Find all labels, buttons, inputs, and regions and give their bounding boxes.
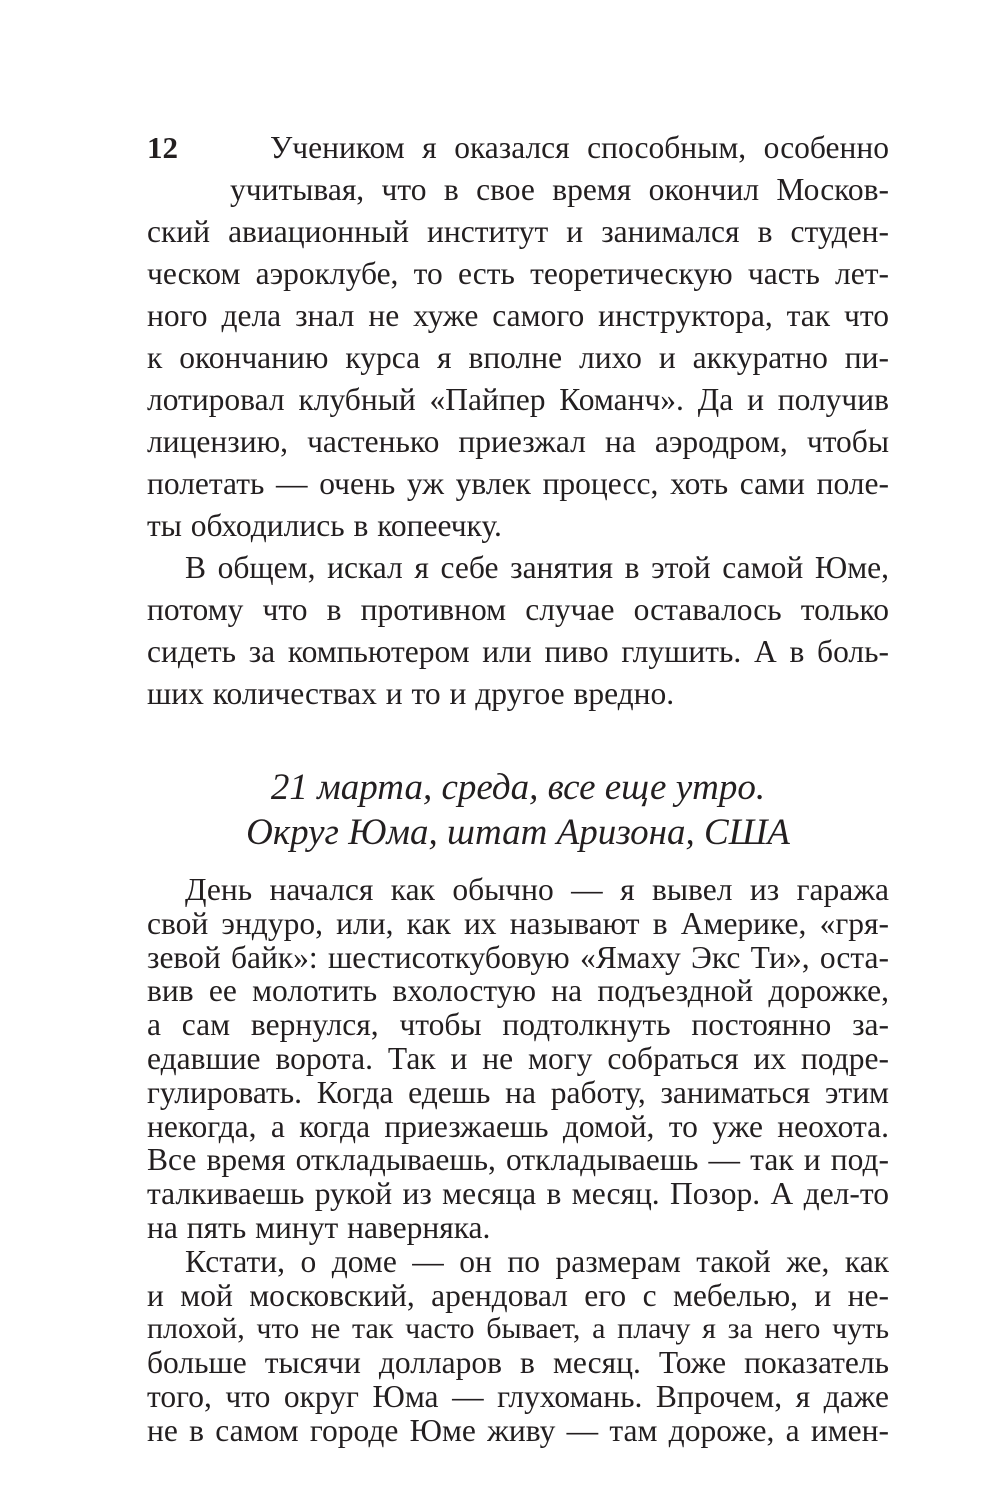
text-line: свой эндуро, или, как их называют в Америке, «гря- xyxy=(147,905,889,941)
section-heading-place: Округ Юма, штат Аризона, США xyxy=(246,812,790,853)
text-line: не в самом городе Юме живу — там дороже, а имен- xyxy=(147,1412,889,1448)
text-line: на пять минут наверняка. xyxy=(147,1210,491,1245)
text-line: Кстати, о доме — он по размерам такой же, как xyxy=(185,1243,889,1279)
text-line: ших количествах и то и другое вредно. xyxy=(147,676,675,711)
text-line: сидеть за компьютером или пиво глушить. А в боль- xyxy=(147,634,889,669)
text-line: и мой московский, арендовал его с мебелью, и не- xyxy=(147,1277,889,1313)
text-line: Учеником я оказался способным, особенно xyxy=(270,130,889,165)
text-line: День начался как обычно — я вывел из гаража xyxy=(185,872,889,907)
text-line: вив ее молотить вхолостую на подъездной дорожке, xyxy=(147,973,889,1009)
text-line: В общем, искал я себе занятия в этой самой Юме, xyxy=(185,550,889,585)
text-line: учитывая, что в свое время окончил Москов- xyxy=(230,172,889,207)
text-line: лотировал клубный «Пайпер Команч». Да и получив xyxy=(147,382,889,417)
text-line: ский авиационный институт и занимался в студен- xyxy=(147,214,889,249)
text-line: ческом аэроклубе, то есть теоретическую часть лет- xyxy=(147,256,889,291)
text-line: некогда, а когда приезжаешь домой, то уже неохота. xyxy=(147,1108,889,1144)
text-line: ты обходились в копеечку. xyxy=(147,508,502,543)
text-line: гулировать. Когда едешь на работу, заниматься этим xyxy=(147,1074,889,1110)
text-line: едавшие ворота. Так и не могу собраться их подре- xyxy=(147,1041,889,1076)
text-line: а сам вернулся, чтобы подтолкнуть постоянно за- xyxy=(147,1007,889,1043)
text-line: того, что округ Юма — глухомань. Впрочем, я даже xyxy=(147,1379,889,1414)
text-line: полетать — очень уж увлек процесс, хоть сами поле- xyxy=(147,466,889,501)
text-line: потому что в противном случае оставалось только xyxy=(147,592,889,627)
text-line: зевой байк»: шестисоткубовую «Ямаху Экс Ти», оста- xyxy=(147,939,889,975)
text-line: ного дела знал не хуже самого инструктора, так что xyxy=(147,298,889,333)
text-line: талкиваешь рукой из месяца в месяц. Позор. А дел-то xyxy=(147,1176,889,1212)
text-line: лицензию, частенько приезжал на аэродром, чтобы xyxy=(147,424,889,459)
text-line: к окончанию курса я вполне лихо и аккуратно пи- xyxy=(147,340,889,375)
text-line: плохой, что не так часто бывает, а плачу я за него чуть xyxy=(147,1312,889,1346)
text-line: Все время откладываешь, откладываешь — так и под- xyxy=(147,1142,889,1178)
section-heading-date: 21 марта, среда, все еще утро. xyxy=(270,767,766,808)
page-number: 12 xyxy=(147,130,178,165)
text-line: больше тысячи долларов в месяц. Тоже показатель xyxy=(147,1345,889,1381)
